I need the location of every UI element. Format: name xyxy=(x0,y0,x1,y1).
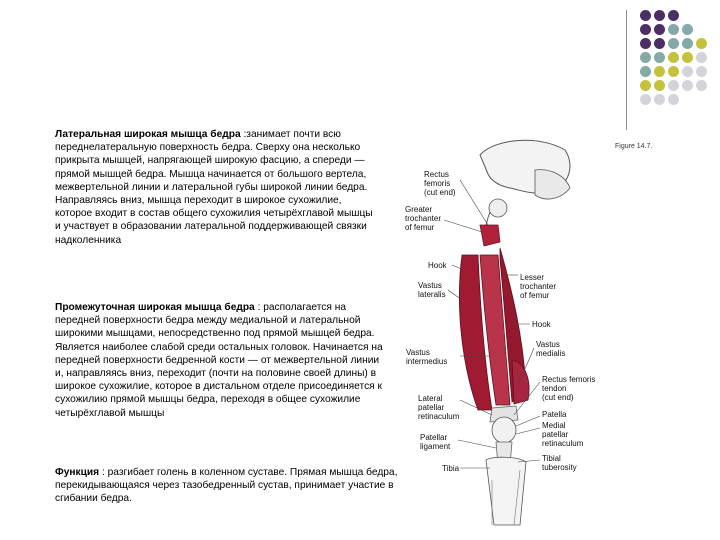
paragraph-body: : располагается на передней поверхности бедра между медиальной и латеральной широкими мышцами, непосредственно под прямой мышцей бедра. Является наиболее слабой среди остальных головок. Начинается на передней поверхности бедренной кости — от межвертельной линии и, направляясь вниз, переходит (почти на половине своей длины) в широкое сухожилие, которое в дистальном отделе присоединяется к сухожилию прямой мышцы бедра, переходя в общее сухожилие четырёхглавой мышцы xyxy=(55,302,383,419)
paragraph-title: Латеральная широкая мышца бедра xyxy=(55,129,241,140)
paragraph-function xyxy=(55,466,415,506)
label-patellar-ligament: Patellar ligament xyxy=(420,433,451,451)
paragraph-vastus-intermedius xyxy=(55,301,385,420)
decorative-dot xyxy=(654,52,665,63)
decorative-dot xyxy=(640,52,651,63)
label-hook-left: Hook xyxy=(428,261,447,270)
decorative-dot xyxy=(682,24,693,35)
label-tibial-tuberosity: Tibial tuberosity xyxy=(542,454,577,472)
label-hook-right: Hook xyxy=(532,320,551,329)
decorative-dot xyxy=(696,38,707,49)
decorative-dot xyxy=(654,66,665,77)
decorative-dot xyxy=(654,38,665,49)
thigh-muscle-illustration xyxy=(400,130,680,530)
decorative-dot xyxy=(682,52,693,63)
decorative-dot xyxy=(668,94,679,105)
decorative-dot xyxy=(640,38,651,49)
divider-line xyxy=(626,10,627,130)
label-vastus-medialis: Vastus medialis xyxy=(536,340,566,358)
decorative-dot xyxy=(640,80,651,91)
decorative-dot xyxy=(682,66,693,77)
label-vastus-intermedius: Vastus intermedius xyxy=(406,348,448,366)
figure-id: Figure 14.7. xyxy=(615,143,653,150)
decorative-dot xyxy=(654,10,665,21)
decorative-dot xyxy=(682,38,693,49)
decorative-dot xyxy=(668,10,679,21)
decorative-dot xyxy=(640,66,651,77)
decorative-dot xyxy=(668,80,679,91)
paragraph-title: Функция xyxy=(55,467,100,478)
label-lesser-trochanter: Lesser trochanter of femur xyxy=(520,273,557,300)
label-vastus-lateralis: Vastus lateralis xyxy=(418,281,446,299)
label-tibia: Tibia xyxy=(442,464,460,473)
decorative-dot xyxy=(682,80,693,91)
decorative-dot-grid xyxy=(640,10,720,110)
decorative-dot xyxy=(696,66,707,77)
decorative-dot xyxy=(668,38,679,49)
decorative-dot xyxy=(640,10,651,21)
paragraph-body: :занимает почти всю переднелатеральную поверхность бедра. Сверху она несколько прикрыта мышцей, напрягающей широкую фасцию, а спереди — прямой мышцей бедра. Мышца начинается от большого вертела, межвертельной линии и латеральной губы широкой линии бедра. Направляясь вниз, мышца переходит в широкое сухожилие, которое входит в состав общего сухожилия четырёхглавой мышцы и участвует в образовании латеральной поддерживающей связки надколенника xyxy=(55,129,373,246)
decorative-dot xyxy=(640,94,651,105)
decorative-dot xyxy=(654,80,665,91)
decorative-dot xyxy=(668,52,679,63)
paragraph-vastus-lateralis xyxy=(55,128,373,247)
decorative-dot xyxy=(668,24,679,35)
paragraph-body: : разгибает голень в коленном суставе. Прямая мышца бедра, перекидывающаяся через тазобедренный сустав, принимает участие в сгибании бедра. xyxy=(55,467,398,505)
decorative-dot xyxy=(696,52,707,63)
label-lateral-patellar-retinaculum: Lateral patellar retinaculum xyxy=(418,394,460,421)
label-patella: Patella xyxy=(542,410,567,419)
label-medial-patellar-retinaculum: Medial patellar retinaculum xyxy=(542,421,584,448)
label-rectus-femoris-cut: Rectus femoris (cut end) xyxy=(424,170,456,197)
decorative-dot xyxy=(654,94,665,105)
decorative-dot xyxy=(640,24,651,35)
decorative-dot xyxy=(654,24,665,35)
decorative-dot xyxy=(696,80,707,91)
label-greater-trochanter: Greater trochanter of femur xyxy=(405,205,442,232)
paragraph-title: Промежуточная широкая мышца бедра xyxy=(55,302,255,313)
decorative-dot xyxy=(668,66,679,77)
label-rectus-tendon: Rectus femoris tendon (cut end) xyxy=(542,375,596,402)
